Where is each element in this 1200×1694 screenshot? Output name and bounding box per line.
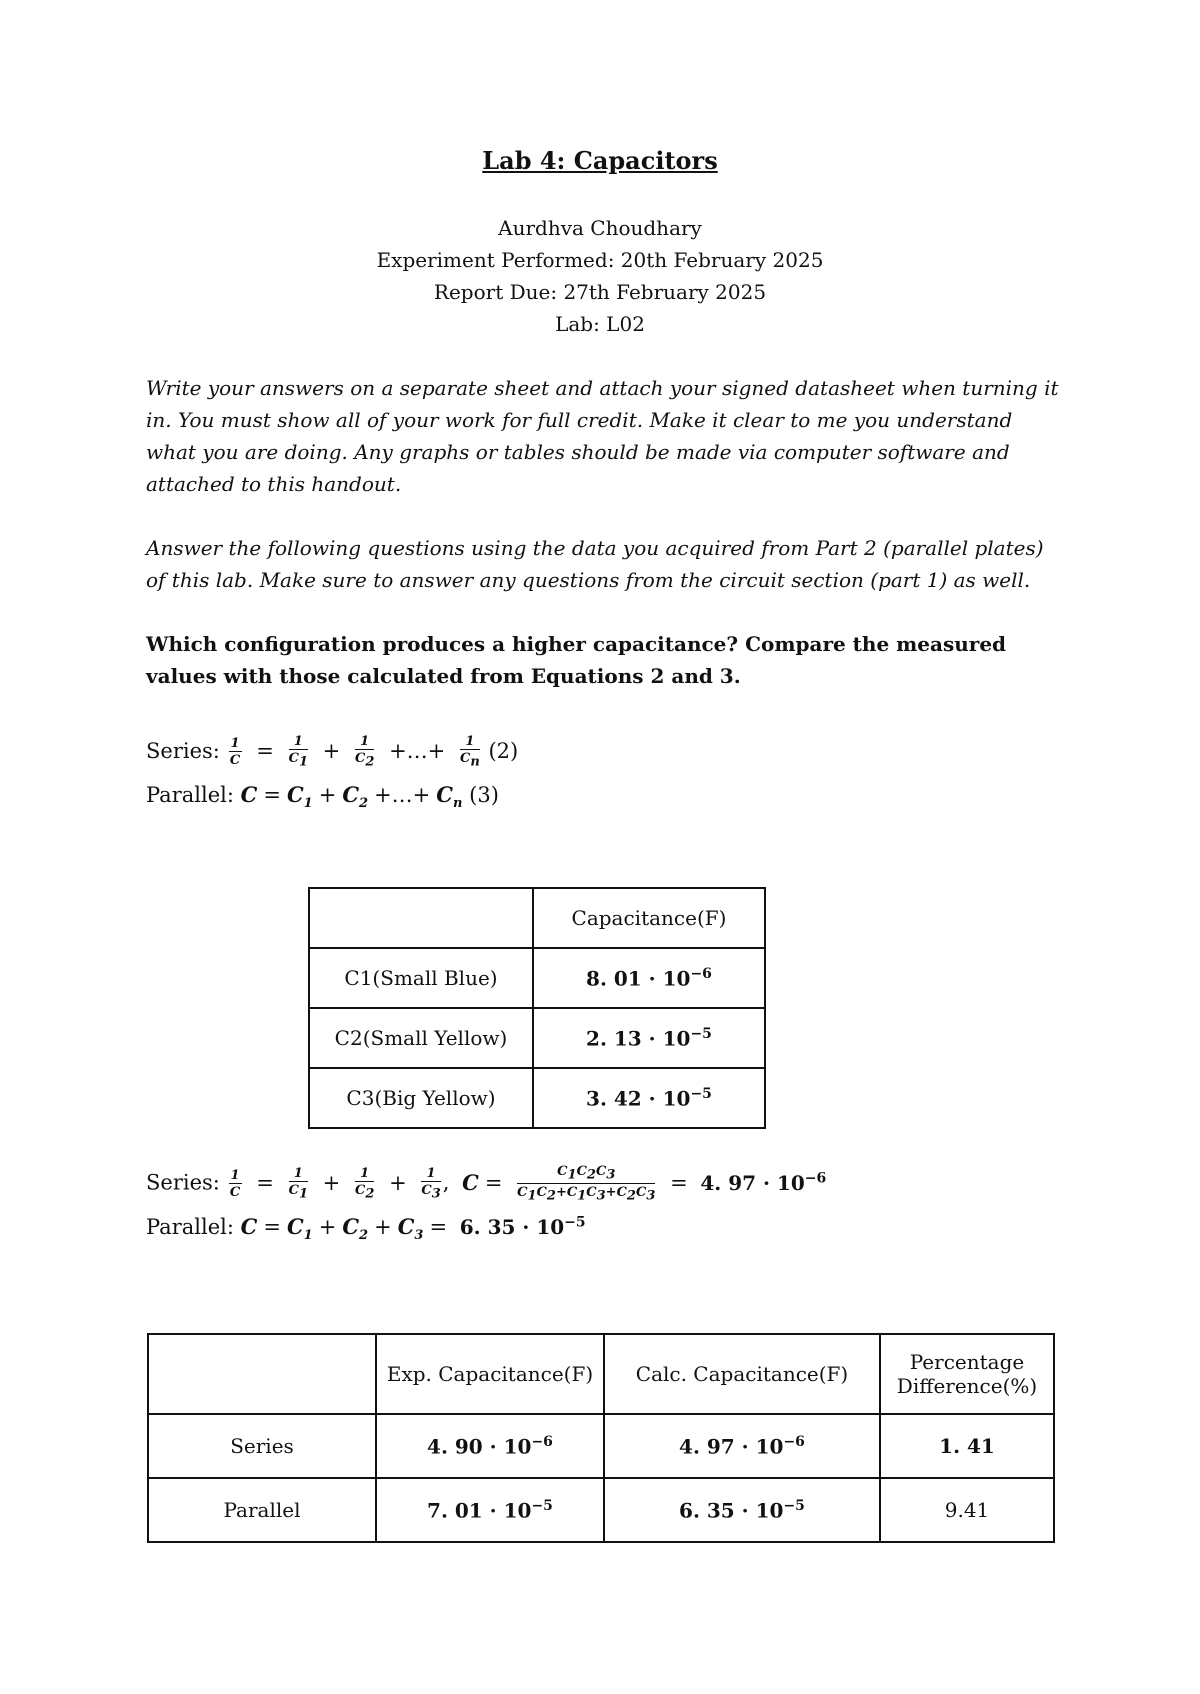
row-label: C1(Small Blue) [309, 948, 533, 1008]
question-text: Which configuration produces a higher capacitance? Compare the measured values with those calculated from Equations 2 and 3. [146, 632, 1007, 688]
percentage-difference: 9.41 [880, 1478, 1054, 1542]
capacitance-value: 2. $13 \cdot 10^{-5}$ [533, 1008, 765, 1068]
calc-capacitance: 6. $35 \cdot 10^{-5}$ [604, 1478, 880, 1542]
column-header: Capacitance(F) [533, 888, 765, 948]
series-result: 4. $97 \cdot 10^{-6}$ [700, 1169, 827, 1195]
parallel-calculation: Parallel: $C = C_1 + C_2 + C_3 = 6$. $35 \cdot 10^{-5}$ [146, 1214, 586, 1244]
fraction: $\frac{1}{C_1}$ [288, 734, 308, 770]
author: Aurdhva Choudhary [498, 216, 702, 240]
instructions-paragraph: Write your answers on a separate sheet and attach your signed datasheet when turning it in. You must show all of your work for full credit. Make it clear to me you understand what you are doing. Any graphs or tables should be made via computer software and attached to this handout. [146, 376, 1059, 496]
table-row [148, 1478, 1054, 1542]
equation-number: (2) [488, 738, 519, 763]
answer-note-paragraph: Answer the following questions using the data you acquired from Part 2 (parallel plates) of this lab. Make sure to answer any questions from the circuit section (part 1) as well. [146, 536, 1044, 592]
percentage-difference: 1. 41 [880, 1414, 1054, 1478]
column-header: Exp. Capacitance(F) [376, 1334, 604, 1414]
calc-capacitance: 4. $97 \cdot 10^{-6}$ [604, 1414, 880, 1478]
row-label: Series [148, 1414, 376, 1478]
column-header: Calc. Capacitance(F) [604, 1334, 880, 1414]
series-formula: Series: $\frac{1}{C}$ = $\frac{1}{C_1}$ + $\frac{1}{C_2}$ +…+ $\frac{1}{C_n}$ (2) [146, 734, 519, 770]
comparison-table [147, 1333, 1055, 1543]
table-row [309, 1008, 765, 1068]
page-title: Lab 4: Capacitors [482, 146, 718, 175]
fraction: $\frac{1}{C_2}$ [354, 734, 375, 770]
table-corner-cell [309, 888, 533, 948]
lab-section: Lab: L02 [555, 312, 645, 336]
table-corner-cell [148, 1334, 376, 1414]
due-date: Report Due: 27th February 2025 [433, 280, 767, 304]
table-row [148, 1414, 1054, 1478]
exp-capacitance: 7. $01 \cdot 10^{-5}$ [376, 1478, 604, 1542]
table-row [309, 1068, 765, 1128]
parallel-label: Parallel: [146, 783, 234, 807]
title-block [0, 212, 1200, 340]
table-row [309, 948, 765, 1008]
equation-number: (3) [469, 783, 499, 807]
capacitor-table [308, 887, 766, 1129]
parallel-result: 6. $35 \cdot 10^{-5}$ [459, 1214, 586, 1239]
capacitance-value: 8. $01 \cdot 10^{-6}$ [533, 948, 765, 1008]
column-header: Percentage Difference(%) [880, 1334, 1054, 1414]
performed-date: Experiment Performed: 20th February 2025 [376, 248, 824, 272]
series-label: Series: [146, 738, 220, 763]
fraction: $\frac{1}{C_n}$ [459, 734, 480, 770]
row-label: C2(Small Yellow) [309, 1008, 533, 1068]
fraction: $\frac{1}{C}$ [229, 735, 241, 768]
row-label: C3(Big Yellow) [309, 1068, 533, 1128]
series-calculation: Series: $\frac{1}{C}$ = $\frac{1}{C_1}$ + $\frac{1}{C_2}$ + $\frac{1}{C_3}$ , C = $\frac{C_1C_2C_3}{C_1C_2+C_1C_3+C_2C_3}$ = 4. $97 \cdot 10^{-6}$ [146, 1164, 827, 1204]
row-label: Parallel [148, 1478, 376, 1542]
capacitance-value: 3. $42 \cdot 10^{-5}$ [533, 1068, 765, 1128]
exp-capacitance: 4. $90 \cdot 10^{-6}$ [376, 1414, 604, 1478]
parallel-formula: Parallel: $C = C_1 + C_2$ +…+ $C_n$ (3) [146, 782, 499, 812]
